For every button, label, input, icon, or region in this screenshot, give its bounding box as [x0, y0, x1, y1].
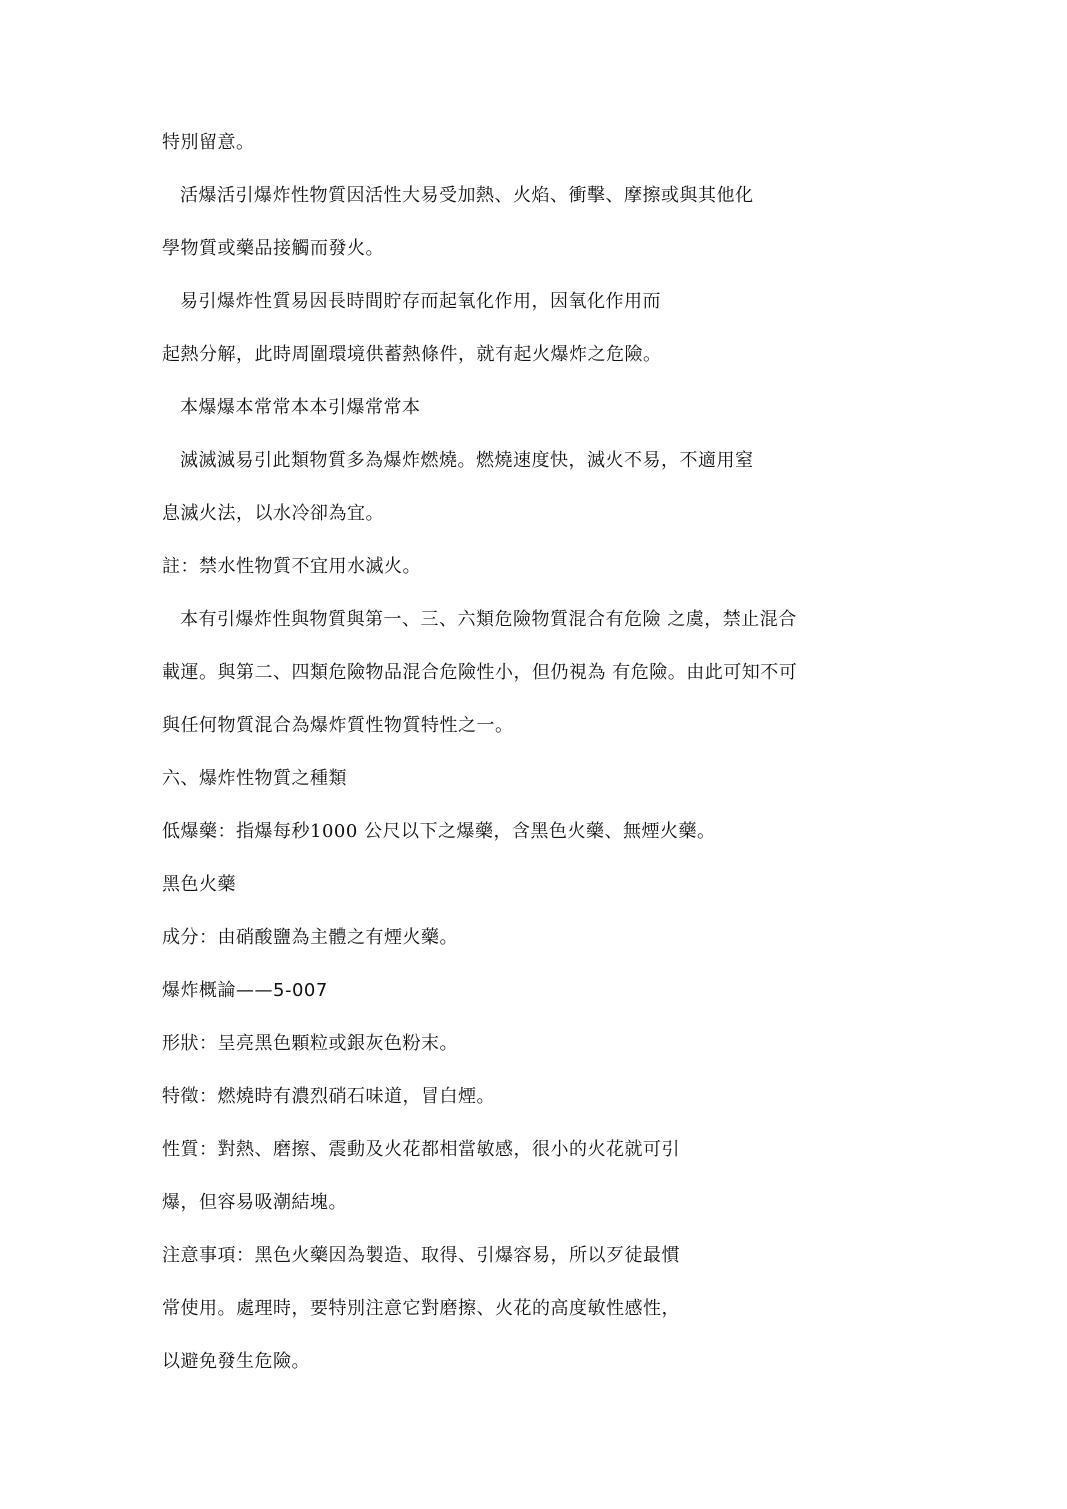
text-line-4: 易引爆炸性質易因長時間貯存而起氧化作用，因氧化作用而	[180, 291, 661, 312]
text-line-14: 低爆藥：指爆每秒1000 公尺以下之爆藥，含黑色火藥、無煙火藥。	[162, 821, 716, 842]
text-line-21: 爆，但容易吸潮結塊。	[162, 1192, 347, 1213]
note-line: 註：禁水性物質不宜用水滅火。	[162, 556, 421, 577]
text-line-1: 特別留意。	[162, 132, 255, 153]
text-line-3: 學物質或藥品接觸而發火。	[162, 238, 384, 259]
text-line-19: 特徵：燃燒時有濃烈硝石味道，冒白煙。	[162, 1086, 495, 1107]
text-line-2: 活爆活引爆炸性物質因活性大易受加熱、火焰、衝擊、摩擦或與其他化	[180, 185, 754, 206]
text-line-5: 起熱分解，此時周圍環境供蓄熱條件，就有起火爆炸之危險。	[162, 344, 662, 365]
text-line-10: 本有引爆炸性與物質與第一、三、六類危險物質混合有危險 之虞，禁止混合	[180, 609, 797, 630]
text-line-22: 注意事項：黑色火藥因為製造、取得、引爆容易，所以歹徒最慣	[162, 1245, 680, 1266]
text-line-20: 性質：對熱、磨擦、震動及火花都相當敏感，很小的火花就可引	[162, 1139, 680, 1160]
subheading-black-powder: 黑色火藥	[162, 874, 236, 895]
text-line-23: 常使用。處理時，要特別注意它對磨擦、火花的高度敏性感性，	[162, 1298, 680, 1319]
section-heading: 六、爆炸性物質之種類	[162, 768, 347, 789]
text-line-7: 滅滅滅易引此類物質多為爆炸燃燒。燃燒速度快，滅火不易，不適用窒	[180, 450, 754, 471]
text-line-16: 成分：由硝酸鹽為主體之有煙火藥。	[162, 927, 458, 948]
text-line-6: 本爆爆本常常本本引爆常常本	[180, 397, 421, 418]
text-line-24: 以避免發生危險。	[162, 1351, 310, 1372]
page-reference: 爆炸概論——5-007	[162, 980, 328, 1001]
text-line-18: 形狀：呈亮黑色顆粒或銀灰色粉末。	[162, 1033, 458, 1054]
text-line-8: 息滅火法，以水冷卻為宜。	[162, 503, 384, 524]
text-line-12: 與任何物質混合為爆炸質性物質特性之一。	[162, 715, 514, 736]
text-line-11: 載運。與第二、四類危險物品混合危險性小，但仍視為 有危險。由此可知不可	[162, 662, 798, 683]
